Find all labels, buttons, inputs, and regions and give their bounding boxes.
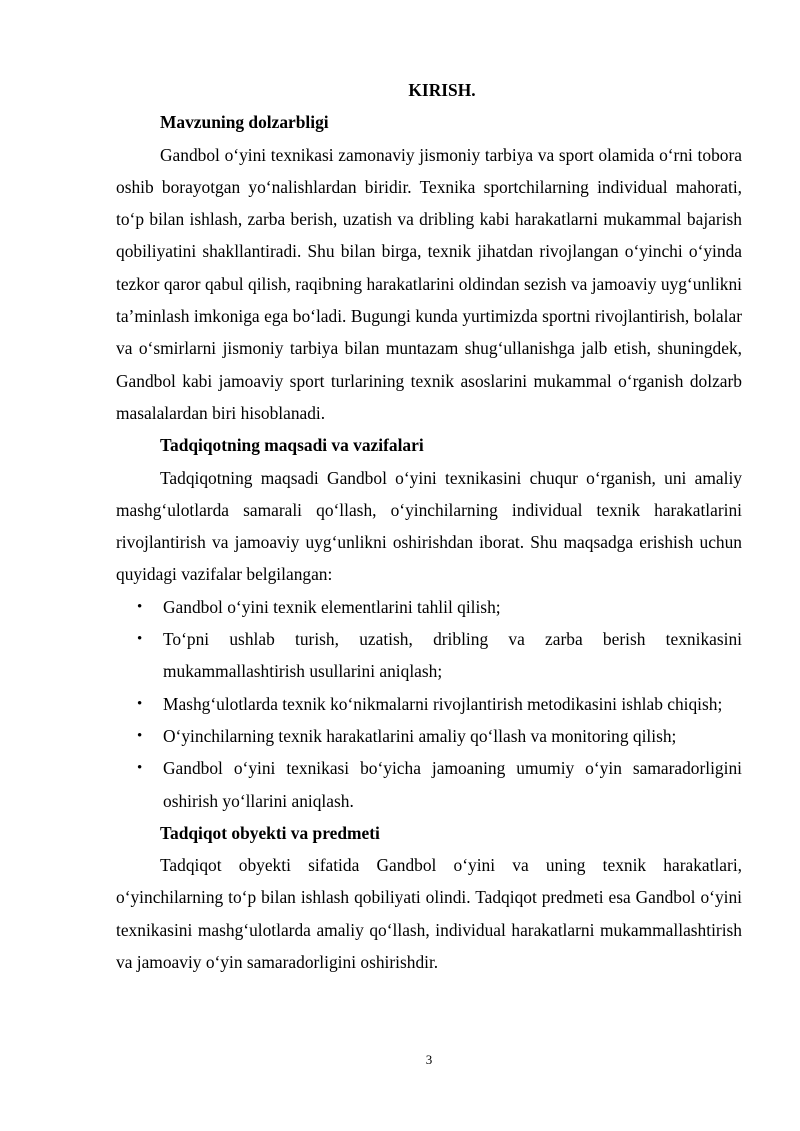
- list-item: [116, 720, 742, 752]
- bullet-icon: •: [137, 760, 143, 777]
- paragraph-object: Tadqiqot obyekti sifatida Gandbol o‘yini va uning texnik harakatlari, o‘yinchilarning to‘p bilan ishlash qobiliyati olindi. Tadqiqot predmeti esa Gandbol o‘yini texnikasini mashg‘ulotlarda amaliy qo‘llash, individual harakatlarni mukammallashtirish va jamoaviy o‘yin samaradorligini oshirishdir.: [116, 855, 742, 973]
- list-item: [116, 752, 742, 817]
- bullet-icon: •: [137, 727, 143, 744]
- document-title: KIRISH.: [408, 80, 476, 100]
- list-item-text: O‘yinchilarning texnik harakatlarini amaliy qo‘llash va monitoring qilish;: [163, 725, 677, 746]
- section-heading-relevance: Mavzuning dolzarbligi: [160, 112, 329, 133]
- bullet-icon: •: [137, 631, 143, 648]
- list-item-text: Mashg‘ulotlarda texnik ko‘nikmalarni rivojlantirish metodikasini ishlab chiqish;: [163, 693, 723, 714]
- section-heading-goals: Tadqiqotning maqsadi va vazifalari: [160, 435, 424, 456]
- task-list: [116, 591, 742, 817]
- paragraph-relevance: Gandbol o‘yini texnikasi zamonaviy jismoniy tarbiya va sport olamida o‘rni tobora oshib borayotgan yo‘nalishlardan biridir. Texnika sportchilarning individual mahorati, to‘p bilan ishlash, zarba berish, uzatish va dribling kabi harakatlarni mukammal bajarish qobiliyatini shakllantiradi. Shu bilan birga, texnik jihatdan rivojlangan o‘yinchi o‘yinda tezkor qaror qabul qilish, raqibning harakatlarini oldindan sezish va jamoaviy uyg‘unlikni ta’minlash imkoniga ega bo‘ladi. Bugungi kunda yurtimizda sportni rivojlantirish, bolalar va o‘smirlarni jismoniy tarbiya bilan muntazam shug‘ullanishga jalb etish, shuningdek, Gandbol kabi jamoaviy sport turlarining texnik asoslarini mukammal o‘rganish dolzarb masalalardan biri hisoblanadi.: [116, 144, 742, 423]
- page-content: [116, 74, 742, 978]
- list-item: [116, 688, 742, 720]
- page-number: 3: [425, 1052, 433, 1067]
- list-item-text: To‘pni ushlab turish, uzatish, dribling va zarba berish texnikasini mukammallashtirish usullarini aniqlash;: [163, 629, 742, 682]
- list-item-text: Gandbol o‘yini texnik elementlarini tahlil qilish;: [163, 596, 501, 617]
- paragraph-goals: Tadqiqotning maqsadi Gandbol o‘yini texnikasini chuqur o‘rganish, uni amaliy mashg‘ulotlarda samarali qo‘llash, o‘yinchilarning individual texnik harakatlarini rivojlantirish va jamoaviy uyg‘unlikni oshirishdan iborat. Shu maqsadga erishish uchun quyidagi vazifalar belgilangan:: [116, 467, 742, 585]
- list-item: [116, 623, 742, 688]
- bullet-icon: •: [137, 598, 143, 615]
- list-item-text: Gandbol o‘yini texnikasi bo‘yicha jamoaning umumiy o‘yin samaradorligini oshirish yo‘llarini aniqlash.: [163, 758, 742, 811]
- list-item: [116, 591, 742, 623]
- bullet-icon: •: [137, 695, 143, 712]
- section-heading-object: Tadqiqot obyekti va predmeti: [160, 822, 380, 843]
